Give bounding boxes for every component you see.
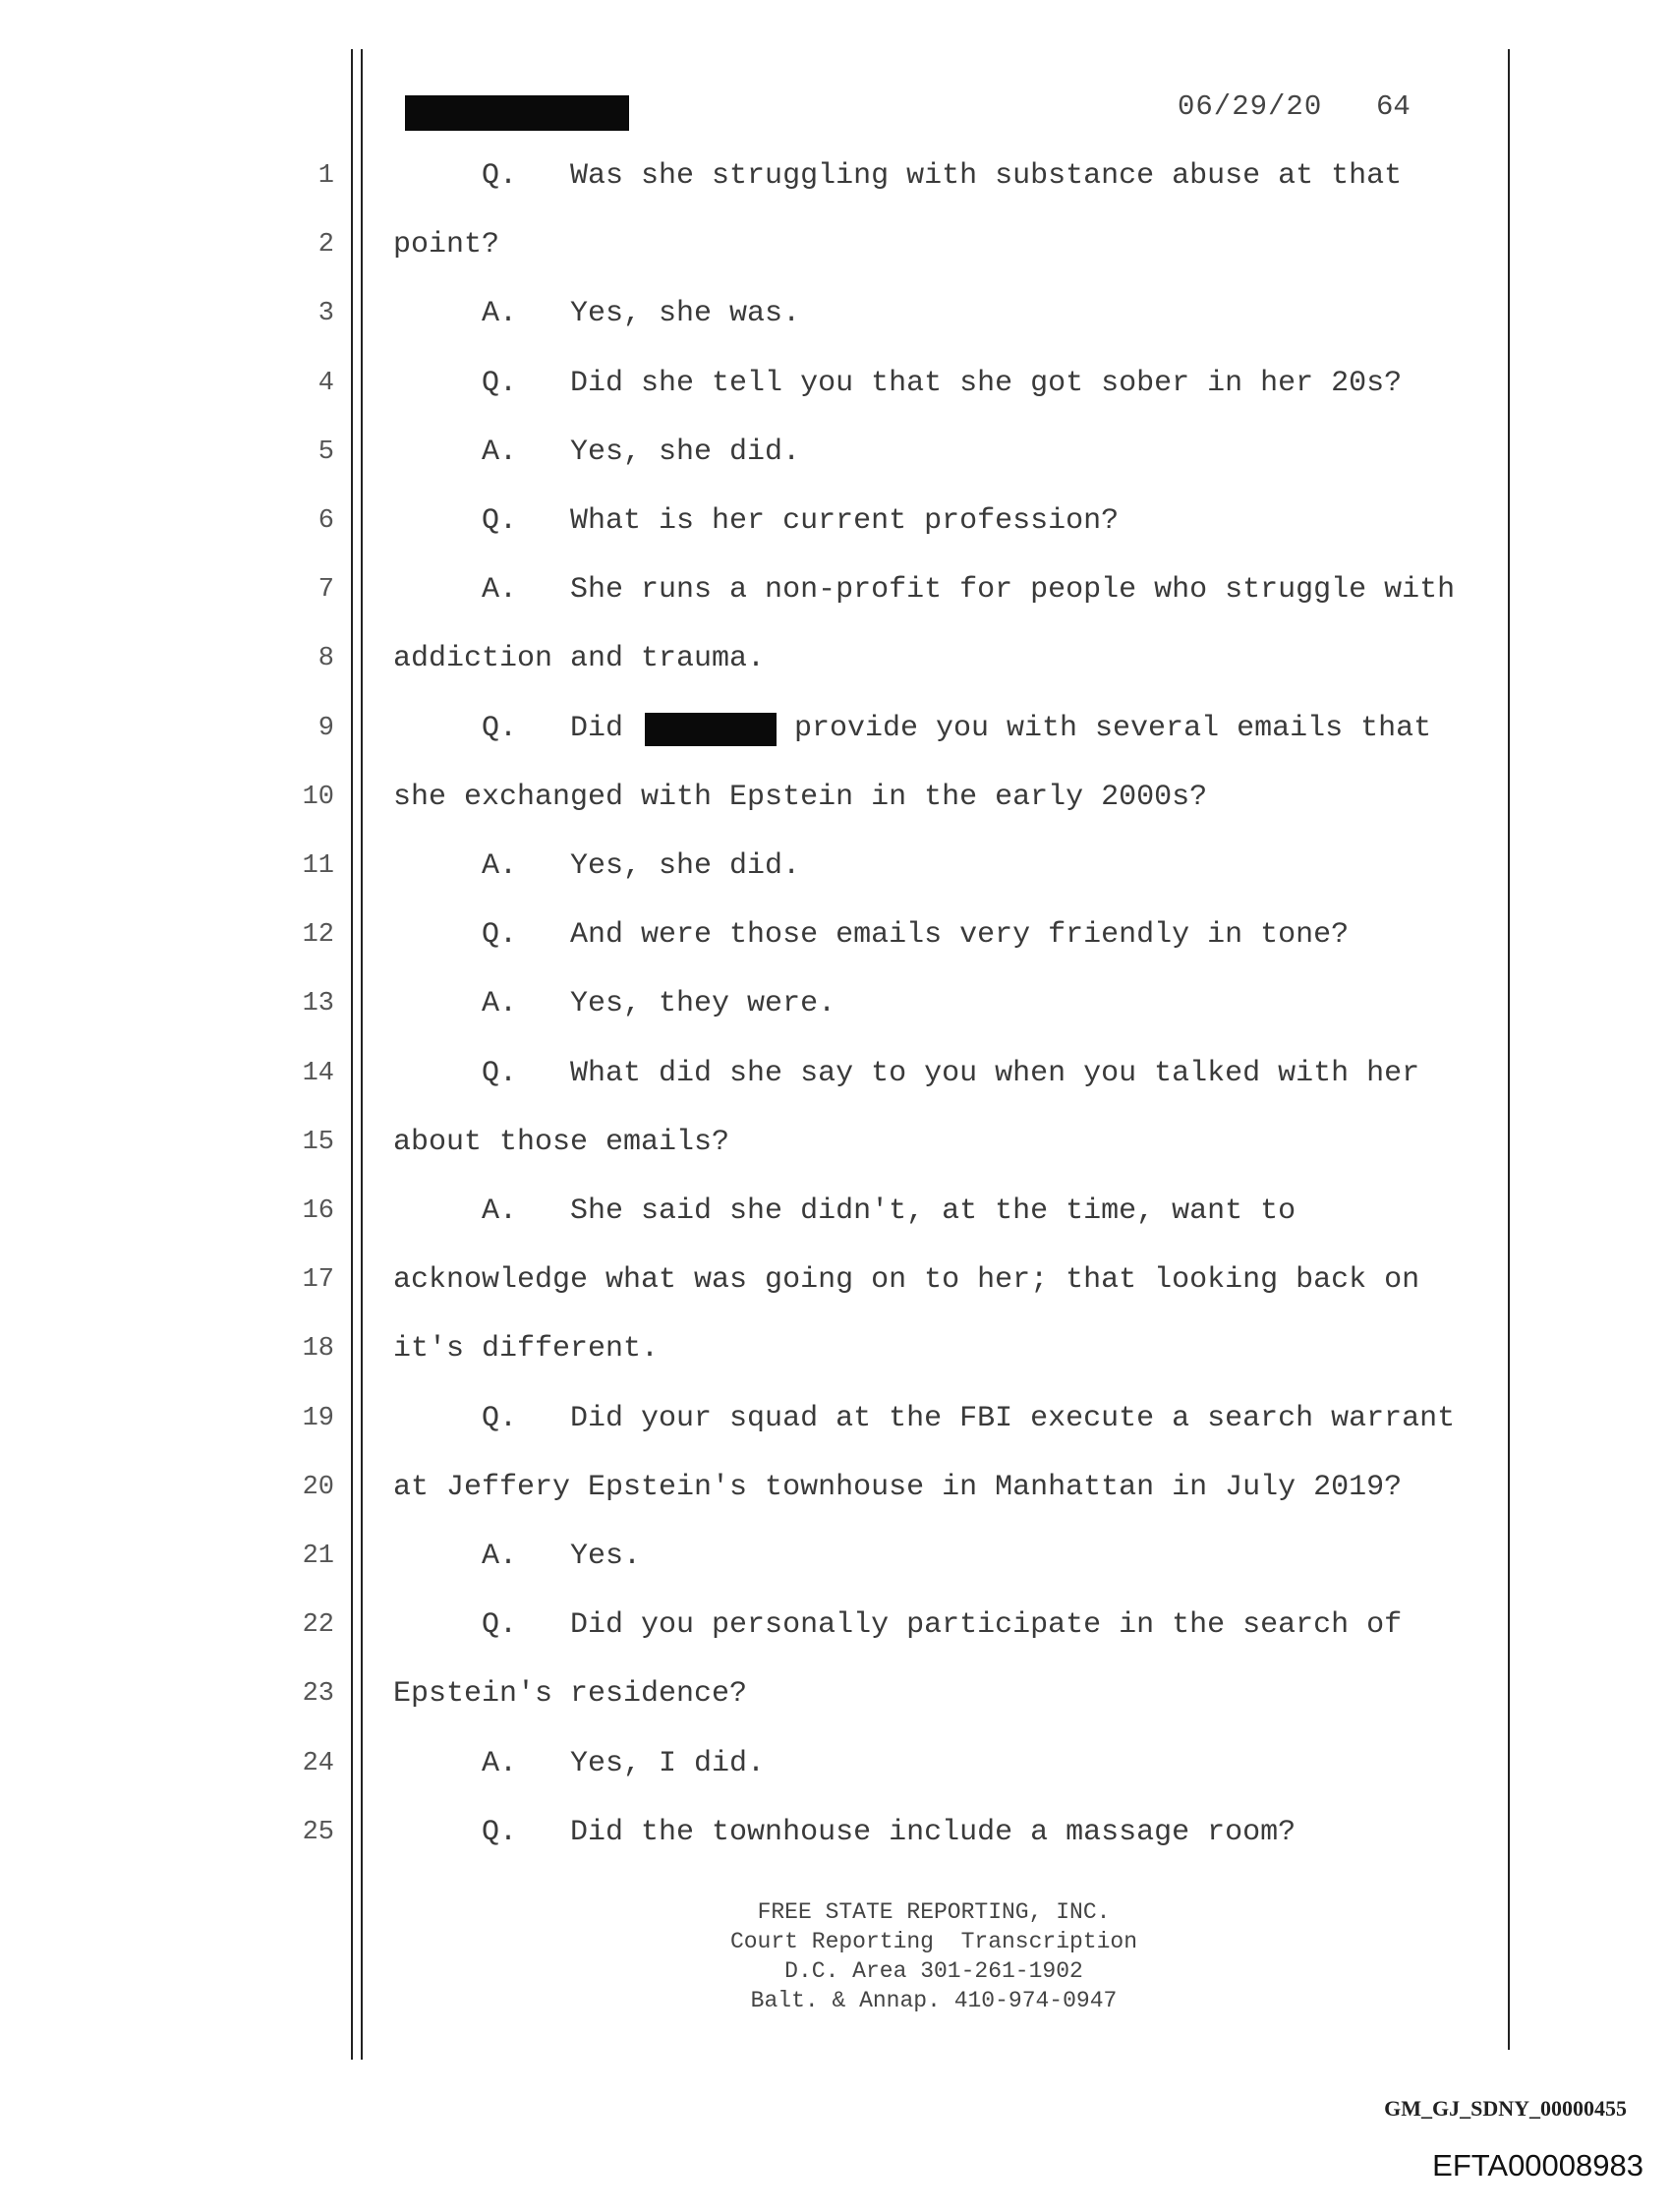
footer-company: FREE STATE REPORTING, INC. [757,1899,1111,1925]
line-number: 22 [302,1610,334,1641]
line-number: 1 [317,161,334,191]
line-number: 12 [302,920,334,951]
transcript-line: A. Yes, she did. [393,435,801,469]
transcript-line: Q. What did she say to you when you talked with her [393,1056,1420,1090]
line-number: 23 [302,1679,334,1710]
transcript-line: A. Yes. [393,1540,642,1573]
footer-services: Court Reporting Transcription [729,1929,1138,1954]
line-number: 25 [302,1817,334,1847]
footer-balt-phone: Balt. & Annap. 410-974-0947 [750,1988,1118,2013]
line-number: 7 [317,575,334,606]
transcript-line: at Jeffery Epstein's townhouse in Manhattan in July 2019? [393,1470,1403,1504]
transcript-line: it's different. [393,1332,660,1367]
line-number: 17 [302,1265,334,1296]
line-number: 2 [317,230,334,261]
bates-number: GM_GJ_SDNY_00000455 [1384,2096,1627,2121]
line-number: 11 [302,851,334,881]
line-number: 4 [317,368,334,398]
transcript-line-part: Q. Did [393,711,642,745]
transcript-line: addiction and trauma. [393,642,766,676]
line-number: 18 [302,1334,334,1365]
transcript-line: A. Yes, she did. [393,849,801,883]
footer-dc-phone: D.C. Area 301-261-1902 [784,1958,1083,1984]
line-number: 19 [302,1403,334,1433]
line-number: 20 [302,1472,334,1502]
transcript-line: A. She said she didn't, at the time, want to [393,1194,1296,1228]
left-margin-rule [351,49,353,2060]
transcript-line-part: provide you with several emails that [794,711,1432,745]
line-number: 21 [302,1542,334,1571]
transcript-line: Q. Did the townhouse include a massage room? [393,1815,1296,1849]
left-margin-rule-inner [361,49,363,2060]
reporter-footer [550,1897,1317,2015]
header-date: 06/29/20 [1178,90,1323,123]
line-number: 16 [302,1196,334,1226]
transcript-line: A. Yes, they were. [393,987,836,1021]
transcript-line: A. Yes, I did. [393,1746,766,1780]
transcript-line: point? [393,228,500,262]
transcript-line: Q. Did you personally participate in the search of [393,1608,1403,1643]
line-number: 24 [302,1748,334,1778]
name-redaction-bar [645,713,777,746]
line-number: 5 [317,437,334,467]
transcript-line: Q. Was she struggling with substance abuse at that [393,159,1403,193]
efta-number: EFTA00008983 [1432,2148,1643,2183]
transcript-line: Q. And were those emails very friendly in tone? [393,918,1350,953]
line-number: 13 [302,989,334,1019]
line-number: 3 [317,299,334,329]
line-number: 15 [302,1127,334,1157]
transcript-line: acknowledge what was going on to her; that looking back on [393,1263,1420,1298]
right-margin-rule [1508,49,1510,2050]
line-number: 8 [317,644,334,674]
transcript-line: about those emails? [393,1125,730,1159]
line-number: 6 [317,506,334,536]
transcript-line: she exchanged with Epstein in the early 2000s? [393,780,1208,814]
header-redaction-bar [405,95,629,131]
transcript-line: Epstein's residence? [393,1677,748,1712]
line-number: 14 [302,1058,334,1088]
transcript-line: Q. Did she tell you that she got sober in her 20s? [393,366,1403,400]
line-number: 10 [302,782,334,812]
line-number: 9 [317,713,334,743]
transcript-line: A. Yes, she was. [393,297,801,331]
header-page-number: 64 [1376,90,1411,123]
transcript-line: Q. What is her current profession? [393,504,1120,538]
transcript-line: Q. Did your squad at the FBI execute a search warrant [393,1401,1456,1435]
transcript-line: A. She runs a non-profit for people who struggle with [393,573,1456,608]
